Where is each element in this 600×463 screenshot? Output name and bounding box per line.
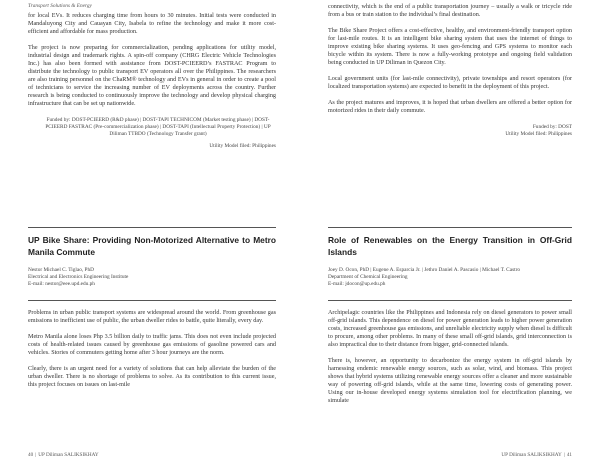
paragraph: connectivity, which is the end of a public transportation journey – usually a walk or tricycle ride from a bus or train station to the individual’s final destination. — [328, 4, 572, 19]
funding-note: Funded by: DOST — [532, 123, 572, 130]
funding-note: Funded by: DOST-PCIEERD (R&D phase) | DOST-TAPI TECHNICOM (Market testing phase) | DOST-PCIEERD FASTRAC (Pre-commercialization phase) | DOST-TAPI (Intellectual Property Protection) | UP Diliman TTBDO (Technology Transfer grant) — [45, 116, 271, 138]
byline-divider — [328, 300, 572, 301]
patent-note: Utility Model filed: Philippines — [209, 143, 276, 150]
left-article — [28, 235, 276, 287]
left-top-text — [28, 12, 276, 151]
author-names: Joey D. Ocon, PhD | Eugene A. Esparcia Jr. | Jethro Daniel A. Pascasio | Michael T. Castro — [328, 267, 521, 273]
paragraph: Local government units (for last-mile connectivity), private townships and resort operators (for localized transportation systems) are expected to benefit in the deployment of this project. — [328, 76, 572, 91]
patent-note: Utility Model filed: Philippines — [505, 130, 572, 137]
author-email: E-mail: jdocon@up.edu.ph — [328, 280, 386, 287]
author-email: E-mail: nestor@eee.upd.edu.ph — [28, 280, 95, 287]
right-page — [300, 0, 600, 463]
section-divider — [28, 227, 276, 228]
paragraph: Clearly, there is an urgent need for a variety of solutions that can help alleviate the burden of the urban dweller. There is no shortage of problems to solve. As its contribution to this current issue, this project focuses on issues on last-mile — [28, 366, 276, 389]
paragraph: Archipelagic countries like the Philippines and Indonesia rely on diesel generators to power small off-grid islands. This dependence on diesel for power generation leads to higher power generation costs, increased greenhouse gas emissions, and unreliable electricity supply when diesel is difficult to procure, among other problems. In many of these small off-grid islands, grid interconnection is also impractical due to their distance from bigger, grid-connected islands. — [328, 310, 572, 349]
right-body — [328, 309, 572, 414]
paragraph: The Bike Share Project offers a cost-effective, healthy, and environment-friendly transport option for last-mile routes. It is an intelligent bike sharing system that uses the internet of things to improve existing bike sharing systems. It uses geo-fencing and GPS systems to monitor each bicycle within its system. There is now a fully-working prototype and ongoing field validation being conducted in UP Diliman in Quezon City. — [328, 28, 572, 67]
page-footer: UP Diliman SALIKSIKHAY | 41 — [501, 452, 572, 458]
byline-divider — [28, 300, 276, 301]
footer-title: UP Diliman SALIKSIKHAY — [38, 452, 99, 458]
left-body — [28, 309, 276, 397]
footer-title: UP Diliman SALIKSIKHAY — [501, 452, 562, 458]
paragraph: Problems in urban public transport systems are widespread around the world. From greenhouse gas emissions to inefficient use of public, the urban dweller rides to battle, quite literally, every day. — [28, 310, 276, 325]
paragraph: The project is now preparing for commercialization, pending applications for utility model, industrial design and trademark rights. A spin-off company (CHRG Electric Vehicle Technologies Inc.) has also been formed with assistance from DOST-PCIEERD’s FASTRAC Program to distribute the technology to public transport EV operators all over the Philippines. The researchers are also training personnel on the ChaRM® technology and EVs in general in order to create a pool of technicians to service the increasing number of EV deployments across the country. Further research is being conducted to continuously improve the technology and develop physical charging infrastructure that can be set up nationwide. — [28, 45, 276, 108]
running-head: Transport Solutions & Energy — [28, 3, 92, 9]
section-divider — [328, 227, 572, 228]
page-number: 40 — [28, 452, 34, 458]
right-article — [328, 235, 572, 287]
author-affiliation: Electrical and Electronics Engineering Institute — [28, 273, 129, 280]
right-top-text — [328, 3, 572, 138]
page-footer: 40 | UP Diliman SALIKSIKHAY — [28, 452, 99, 458]
author-affiliation: Department of Chemical Engineering — [328, 273, 408, 280]
page-number: 41 — [566, 452, 572, 458]
article-title: UP Bike Share: Providing Non-Motorized Alternative to Metro Manila Commute — [28, 235, 276, 257]
paragraph: Metro Manila alone loses Php 3.5 billion daily to traffic jams. This does not even include projected costs of health-related issues caused by greenhouse gas emissions of gasoline powered cars and vehicles. Stories of commuters getting home after 3 hour journeys are the norm. — [28, 334, 276, 357]
paragraph: As the project matures and improves, it is hoped that urban dwellers are offered a better option for motorized rides in their daily commute. — [328, 100, 572, 115]
author-name: Nestor Michael C. Tiglao, PhD — [28, 267, 94, 273]
paragraph: for local EVs. It reduces charging time from hours to 30 minutes. Initial tests were conducted in Mandaluyong City and Cauayan City, Isabela to refine the technology and make it more cost-efficient and affordable for mass production. — [28, 13, 276, 36]
paragraph: There is, however, an opportunity to decarbonize the energy system in off-grid islands by harnessing endemic renewable energy sources, such as solar, wind, and biomass. This project shows that hybrid systems utilizing renewable energy sources offer a cleaner and more sustainable way of powering off-grid islands, while at the same time, lowering costs of generating power. Using our in-house developed energy systems simulation tool for electrification planning, we simulate — [328, 358, 572, 405]
article-title: Role of Renewables on the Energy Transition in Off-Grid Islands — [328, 235, 572, 257]
